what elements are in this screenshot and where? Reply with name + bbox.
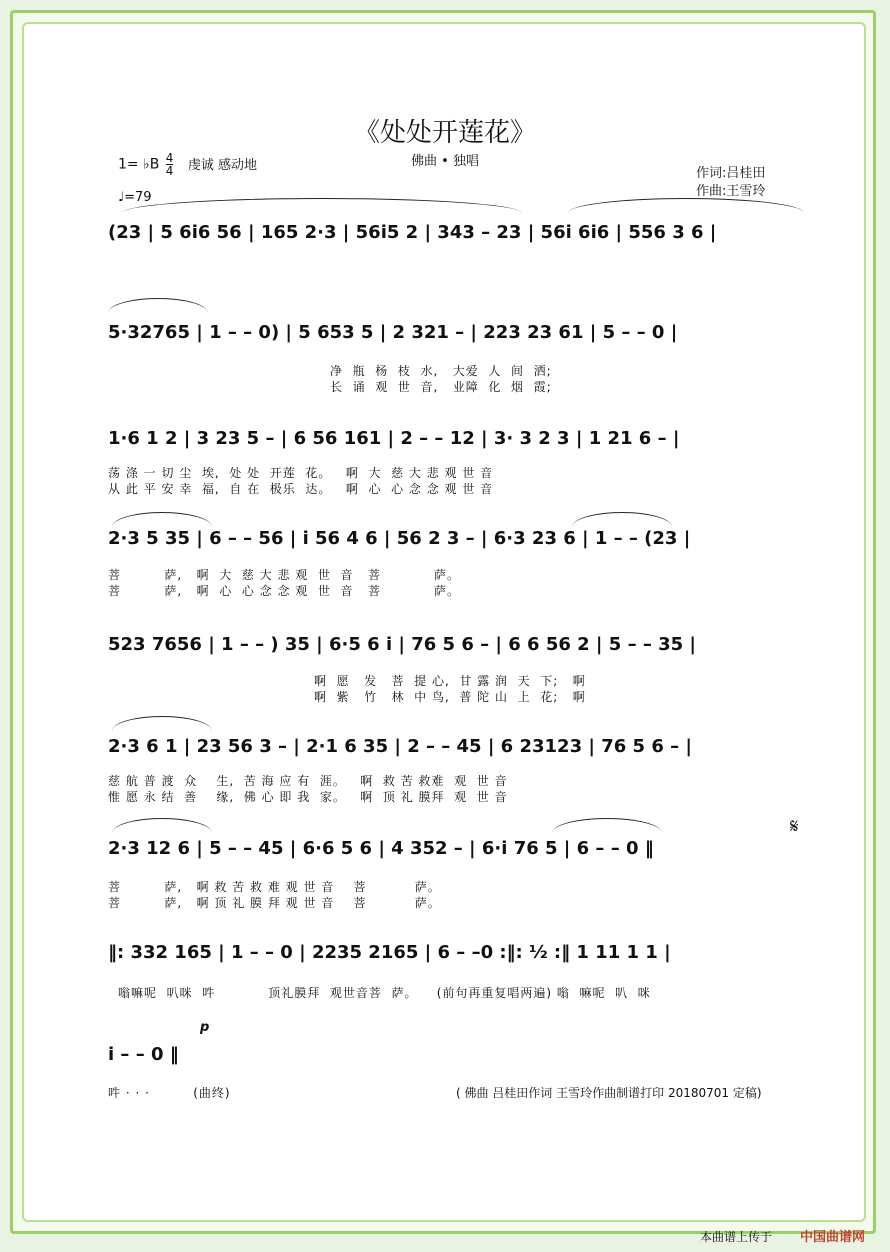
lyric-line: 荡 涤 一 切 尘 埃, 处 处 开莲 花。 啊 大 慈 大 悲 观 世 音 (108, 466, 494, 480)
notes: 5·32765 | 1 – – 0) | 5 653 5 | 2 321 – | 223 23 61 | 5 – – 0 | (108, 321, 678, 343)
lyric-line: 净 瓶 杨 枝 水, 大爱 人 间 洒; (330, 364, 552, 378)
lyric-line: 菩 萨, 啊 大 慈 大 悲 观 世 音 菩 萨。 (108, 568, 460, 582)
time-top: 4 (165, 151, 174, 165)
lyric-line: 从 此 平 安 幸 福, 自 在 极乐 达。 啊 心 心 念 念 观 世 音 (108, 482, 494, 496)
notes: i – – 0 ‖ (108, 1043, 179, 1065)
lyric-line: 吽 · · · (曲终) (108, 1086, 231, 1100)
staff-line-3 (108, 420, 804, 456)
staff-line-7 (108, 830, 804, 866)
notes: ‖: 332 165 | 1 – – 0 | 2235 2165 | 6 – –0 :‖: ½ :‖ 1 11 1 1 | (108, 941, 671, 963)
lyric-line: 菩 萨, 啊 顶 礼 膜 拜 观 世 音 菩 萨。 (108, 896, 441, 910)
lyric-line: 慈 航 普 渡 众 生, 苦 海 应 有 涯。 啊 救 苦 救难 观 世 音 (108, 774, 508, 788)
key-signature: 1= ♭B $\frac{4}{4}$ 虔诚 感动地 (118, 151, 257, 178)
lyric-line: 长 诵 观 世 音, 业障 化 烟 霞; (330, 380, 552, 394)
staff-line-6 (108, 728, 804, 764)
staff-line-4 (108, 520, 804, 556)
composer: 作曲:王雪玲 (696, 184, 766, 199)
lyric-line: 惟 愿 永 结 善 缘, 佛 心 即 我 家。 啊 顶 礼 膜拜 观 世 音 (108, 790, 508, 804)
expression: 虔诚 感动地 (187, 157, 257, 173)
tempo-mark: ♩=79 (118, 190, 152, 205)
notes: 2·3 5 35 | 6 – – 56 | i 56 4 6 | 56 2 3 – | 6·3 23 6 | 1 – – (23 | (108, 527, 691, 549)
site-logo[interactable]: 中国曲谱网 (800, 1230, 866, 1245)
staff-line-5 (108, 626, 804, 662)
dynamic-p: p (200, 1020, 210, 1035)
staff-line-8 (108, 934, 804, 970)
lyric-line: 啊 愿 发 菩 提 心, 甘 露 润 天 下; 啊 (314, 674, 586, 688)
song-title: 《处处开莲花》 (353, 118, 536, 148)
time-bottom: 4 (165, 164, 174, 178)
lyric-line: 菩 萨, 啊 救 苦 救 难 观 世 音 菩 萨。 (108, 880, 441, 894)
notes: 523 7656 | 1 – – ) 35 | 6·5 6 i | 76 5 6 – | 6 6 56 2 | 5 – – 35 | (108, 633, 696, 655)
staff-line-1 (108, 214, 804, 250)
segno-icon: 𝄋 (790, 814, 799, 838)
staff-line-9 (108, 1036, 804, 1072)
staff-line-2 (108, 314, 804, 350)
notes: 2·3 12 6 | 5 – – 45 | 6·6 5 6 | 4 352 – | 6·i 76 5 | 6 – – 0 ‖ (108, 837, 654, 859)
notes: 2·3 6 1 | 23 56 3 – | 2·1 6 35 | 2 – – 45 | 6 23123 | 76 5 6 – | (108, 735, 692, 757)
notes: 1·6 1 2 | 3 23 5 – | 6 56 161 | 2 – – 12 | 3· 3 2 3 | 1 21 6 – | (108, 427, 680, 449)
upload-text: 本曲谱上传于 (700, 1230, 773, 1244)
notes: (23 | 5 6i6 56 | 165 2·3 | 56i5 2 | 343 – 23 | 56i 6i6 | 556 3 6 | (108, 221, 717, 243)
footer-note: ( 佛曲 吕桂田作词 王雪玲作曲制谱打印 20180701 定稿) (456, 1086, 762, 1100)
lyricist: 作词:吕桂田 (696, 166, 766, 181)
lyric-line: 嗡嘛呢 叭咪 吽 顶礼膜拜 观世音菩 萨。 (前句再重复唱两遍) 嗡 嘛呢 叭 咪 (118, 986, 651, 1000)
lyric-line: 啊 紫 竹 林 中 鸟, 普 陀 山 上 花; 啊 (314, 690, 586, 704)
song-subtitle: 佛曲 • 独唱 (411, 154, 479, 169)
lyric-line: 菩 萨, 啊 心 心 念 念 观 世 音 菩 萨。 (108, 584, 460, 598)
